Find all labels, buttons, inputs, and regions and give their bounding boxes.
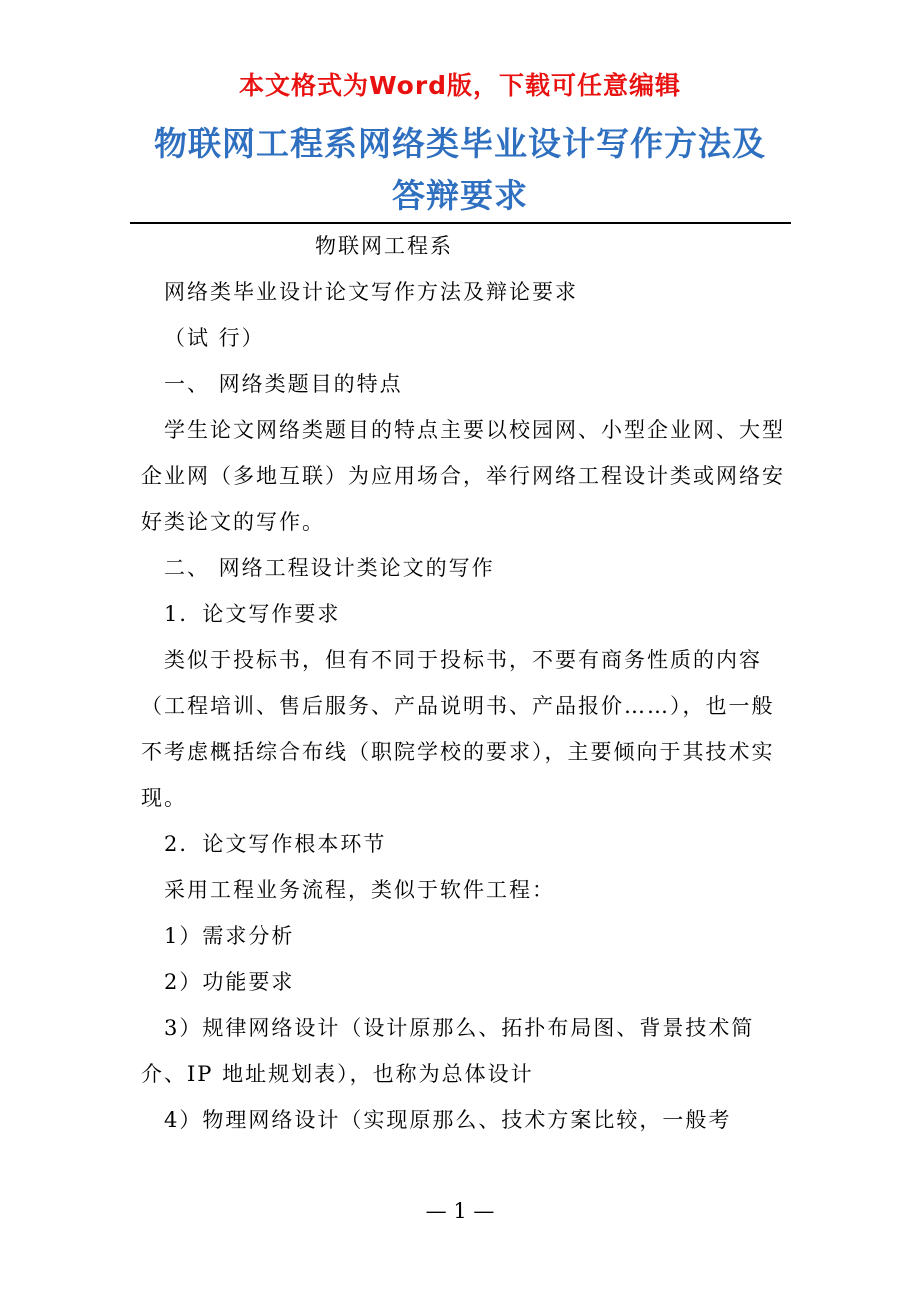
document-title-line-1: 物联网工程系网络类毕业设计写作方法及 <box>154 124 766 163</box>
item-2-heading: 2．论文写作根本环节 <box>164 832 387 856</box>
document-title <box>60 118 860 222</box>
section-1-heading: 一、 网络类题目的特点 <box>164 372 403 396</box>
document-body <box>141 223 791 1143</box>
section-2-heading: 二、 网络工程设计类论文的写作 <box>164 556 495 580</box>
item-1-heading: 1．论文写作要求 <box>164 602 341 626</box>
department-name: 物联网工程系 <box>315 234 453 258</box>
section-1-paragraph: 学生论文网络类题目的特点主要以校园网、小型企业网、大型企业网（多地互联）为应用场合，举行网络工程设计类或网络安好类论文的写作。 <box>141 418 785 534</box>
format-notice-banner: 本文格式为Word版，下载可任意编辑 <box>238 71 682 100</box>
page-number: — 1 — <box>425 1199 495 1223</box>
step-4: 4）物理网络设计（实现原那么、技术方案比较，一般考 <box>164 1108 732 1132</box>
document-title-line-2: 答辩要求 <box>392 176 528 215</box>
step-3: 3）规律网络设计（设计原那么、拓扑布局图、背景技术简介、IP 地址规划表），也称为总体设计 <box>141 1016 755 1086</box>
document-subtitle: 网络类毕业设计论文写作方法及辩论要求 <box>164 280 578 304</box>
trial-note: （试 行） <box>164 326 265 350</box>
step-2: 2）功能要求 <box>164 970 295 994</box>
item-2-intro: 采用工程业务流程，类似于软件工程： <box>164 878 555 902</box>
item-1-paragraph: 类似于投标书，但有不同于投标书，不要有商务性质的内容（工程培训、售后服务、产品说明书、产品报价……），也一般不考虑概括综合布线（职院学校的要求），主要倾向于其技术实现。 <box>141 648 775 810</box>
step-1: 1）需求分析 <box>164 924 295 948</box>
